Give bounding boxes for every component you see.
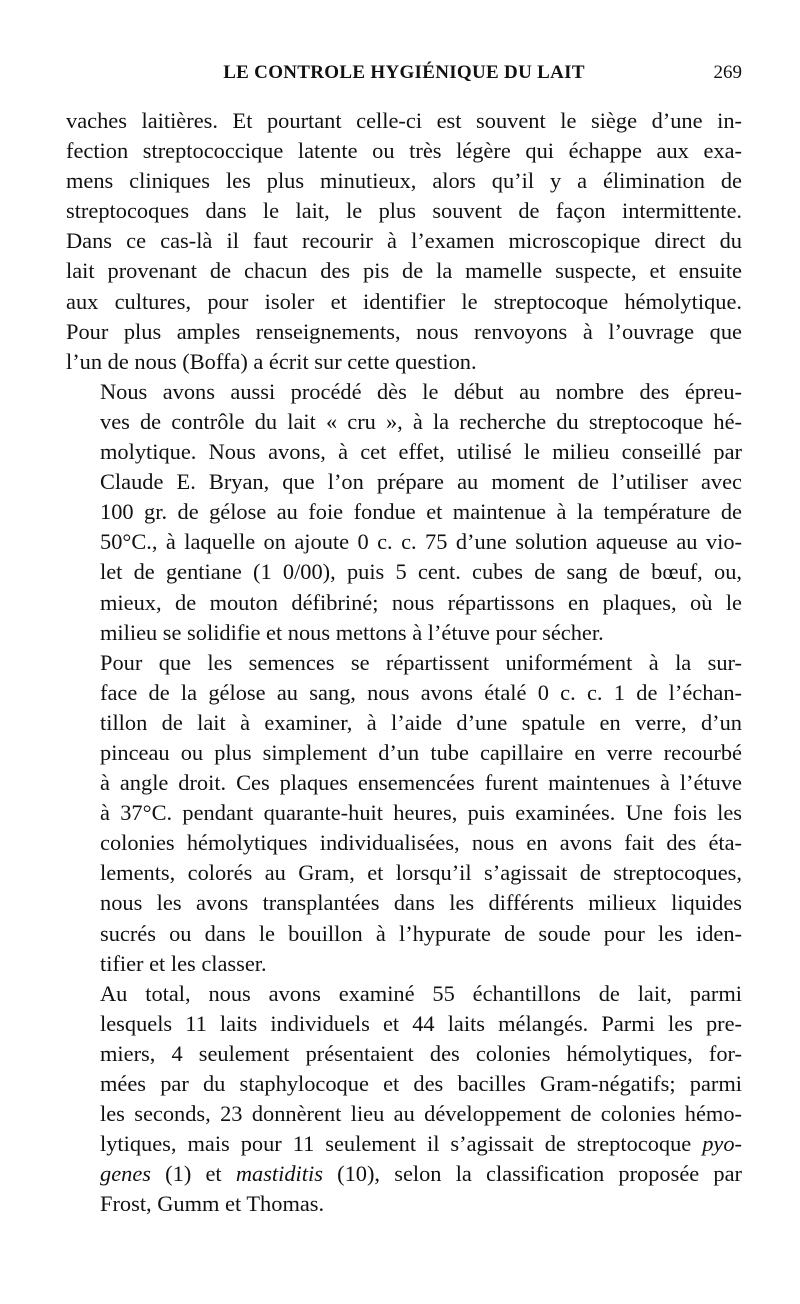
text-line: aux cultures, pour isoler et identifier le streptocoque hémolytique.	[66, 288, 742, 314]
text-line: mens cliniques les plus minutieux, alors qu’il y a élimination de	[66, 168, 742, 194]
text-line: les seconds, 23 donnèrent lieu au développement de colonies hémo-	[100, 1101, 742, 1127]
text-line: streptocoques dans le lait, le plus souvent de façon intermittente.	[66, 198, 742, 224]
italic-term-genes: genes	[100, 1161, 151, 1187]
text-line: à angle droit. Ces plaques ensemencées furent maintenues à l’étuve	[100, 770, 742, 796]
text-line: Au total, nous avons examiné 55 échantillons de lait, parmi	[100, 980, 742, 1006]
running-title: LE CONTROLE HYGIÉNIQUE DU LAIT	[223, 62, 585, 83]
paragraph-4	[66, 979, 742, 1220]
text-line: l’un de nous (Boffa) a écrit sur cette question.	[66, 348, 477, 374]
text-line: pinceau ou plus simplement d’un tube capillaire en verre recourbé	[100, 739, 742, 765]
body-text	[66, 106, 742, 1219]
text-line: Pour que les semences se répartissent uniformément à la sur-	[100, 649, 742, 675]
text-line: 50°C., à laquelle on ajoute 0 c. c. 75 d’une solution aqueuse au vio-	[100, 529, 742, 555]
text-line: nous les avons transplantées dans les différents milieux liquides	[100, 890, 742, 916]
text-line: lait provenant de chacun des pis de la mamelle suspecte, et ensuite	[66, 258, 742, 284]
text-line: lesquels 11 laits individuels et 44 laits mélangés. Parmi les pre-	[100, 1010, 742, 1036]
text-line: colonies hémolytiques individualisées, nous en avons fait des éta-	[100, 830, 742, 856]
text-line-with-italic	[66, 1129, 742, 1159]
italic-term-mastiditis: mastiditis	[235, 1161, 323, 1187]
text-line: ves de contrôle du lait « cru », à la recherche du streptocoque hé-	[100, 408, 742, 434]
text-line: milieu se solidifie et nous mettons à l’étuve pour sécher.	[100, 619, 604, 645]
text-line: mées par du staphylocoque et des bacilles Gram-négatifs; parmi	[100, 1071, 742, 1096]
book-page	[66, 62, 742, 1219]
text-line-with-italic	[66, 1159, 742, 1189]
text-line: tifier et les classer.	[100, 950, 267, 976]
text-segment: (1) et	[150, 1161, 236, 1187]
paragraph-3	[66, 648, 742, 979]
text-line: fection streptococcique latente ou très légère qui échappe aux exa-	[66, 138, 742, 164]
text-line: miers, 4 seulement présentaient des colonies hémolytiques, for-	[100, 1040, 742, 1066]
text-line: molytique. Nous avons, à cet effet, utilisé le milieu conseillé par	[100, 439, 742, 465]
text-line: Pour plus amples renseignements, nous renvoyons à l’ouvrage que	[66, 318, 742, 344]
text-line: vaches laitières. Et pourtant celle-ci est souvent le siège d’une in-	[66, 108, 742, 133]
text-segment: (10), selon la classification proposée par	[322, 1161, 742, 1187]
page-number: 269	[713, 62, 742, 83]
text-line: à 37°C. pendant quarante-huit heures, puis examinées. Une fois les	[100, 800, 742, 826]
text-segment: lytiques, mais pour 11 seulement il s’agissait de streptocoque	[100, 1131, 703, 1157]
text-line: sucrés ou dans le bouillon à l’hypurate de soude pour les iden-	[100, 920, 742, 946]
text-line: Frost, Gumm et Thomas.	[100, 1191, 325, 1217]
text-line: let de gentiane (1 0/00), puis 5 cent. cubes de sang de bœuf, ou,	[100, 559, 742, 585]
paragraph-1	[66, 106, 742, 377]
page-header	[66, 62, 742, 92]
text-line: lements, colorés au Gram, et lorsqu’il s’agissait de streptocoques,	[100, 860, 742, 886]
text-line: tillon de lait à examiner, à l’aide d’une spatule en verre, d’un	[100, 709, 742, 735]
text-line: Nous avons aussi procédé dès le début au nombre des épreu-	[100, 378, 742, 404]
text-line: mieux, de mouton défibriné; nous répartissons en plaques, où le	[100, 589, 742, 615]
text-line: face de la gélose au sang, nous avons étalé 0 c. c. 1 de l’échan-	[100, 679, 742, 705]
italic-term-pyogenes: pyo-	[702, 1131, 742, 1157]
text-line: Claude E. Bryan, que l’on prépare au moment de l’utiliser avec	[100, 469, 742, 495]
paragraph-2	[66, 377, 742, 648]
text-line: Dans ce cas-là il faut recourir à l’examen microscopique direct du	[66, 228, 742, 254]
text-line: 100 gr. de gélose au foie fondue et maintenue à la température de	[100, 499, 742, 525]
